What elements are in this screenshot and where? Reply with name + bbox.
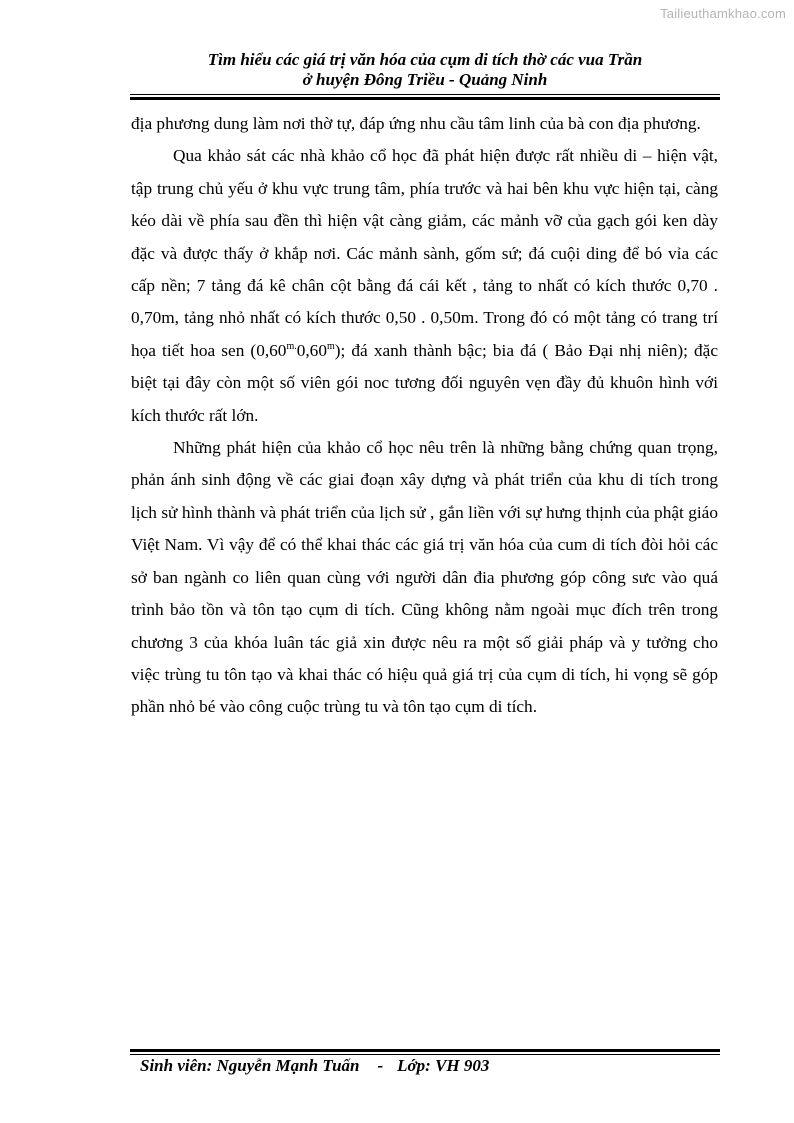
superscript-unit-1: m. (286, 340, 297, 352)
paragraph-2 (131, 140, 718, 432)
header-title-line-2: ở huyện Đông Triều - Quảng Ninh (302, 70, 548, 89)
footer-class: Lớp: VH 903 (397, 1056, 490, 1075)
header-divider-thick (130, 97, 720, 100)
footer-divider-thick (130, 1049, 720, 1052)
paragraph-1: địa phương dung làm nơi thờ tự, đáp ứng nhu cầu tâm linh của bà con địa phương. (131, 114, 701, 133)
document-body (131, 108, 718, 724)
header-title-line-1: Tìm hiểu các giá trị văn hóa của cụm di tích thờ các vua Trần (207, 50, 643, 69)
footer-separator: - (377, 1056, 384, 1075)
page-header (130, 50, 720, 90)
footer-student-name: Sinh viên: Nguyễn Mạnh Tuấn (140, 1056, 360, 1075)
paragraph-2-text-a: Qua khảo sát các nhà khảo cổ học đã phát hiện được rất nhiều di – hiện vật, tập trung chủ yếu ở khu vực trung tâm, phía trước và hai bên khu vực hiện tại, càng kéo dài về phía sau đền thì hiện vật càng giảm, các mảnh vỡ của gạch gói ken dày đặc và được thấy ở khắp nơi. Các mảnh sành, gốm sứ; đá cuội ding để bó vỉa các cấp nền; 7 tảng đá kê chân cột bằng đá cái kết , tảng to nhất có kích thước 0,70 . 0,70m, tảng nhỏ nhất có kích thước 0,50 . 0,50m. Trong đó có một tảng có trang trí họa tiết hoa sen (0,60 (131, 146, 718, 360)
superscript-unit-2: m (326, 340, 335, 352)
paragraph-2-text-b: 0,60 (296, 340, 327, 360)
paragraph-3: Những phát hiện của khảo cổ học nêu trên là những bằng chứng quan trọng, phản ánh sinh động về các giai đoạn xây dựng và phát triển của khu di tích trong lịch sử hình thành và phát triển của lịch sử , gắn liền với sự hưng thịnh của phật giáo Việt Nam. Vì vậy để có thể khai thác các giá trị văn hóa của cum di tích đòi hỏi các sở ban ngành co liên quan cùng với người dân đia phương góp công sưc vào quá trình bảo tồn và tôn tạo cụm di tích. Cũng không nằm ngoài mục đích trên trong chương 3 của khóa luân tác giả xin được nêu ra một số giải pháp và y tưởng cho việc trùng tu tôn tạo và khai thác có hiệu quả giá trị của cụm di tích, hi vọng sẽ góp phần nhỏ bé vào công cuộc trùng tu và tôn tạo cụm di tích. (131, 438, 718, 717)
header-divider-thin (130, 94, 720, 95)
paragraph-2-text-c: ); đá xanh thành bậc; bia đá ( Bảo Đại nhị niên); đặc biệt tại đây còn một số viên gói noc tương đối nguyên vẹn đầy đủ khuôn hình với kích thước rất lớn. (131, 340, 718, 425)
watermark-text: Tailieuthamkhao.com (660, 6, 786, 21)
page-footer (140, 1055, 489, 1077)
